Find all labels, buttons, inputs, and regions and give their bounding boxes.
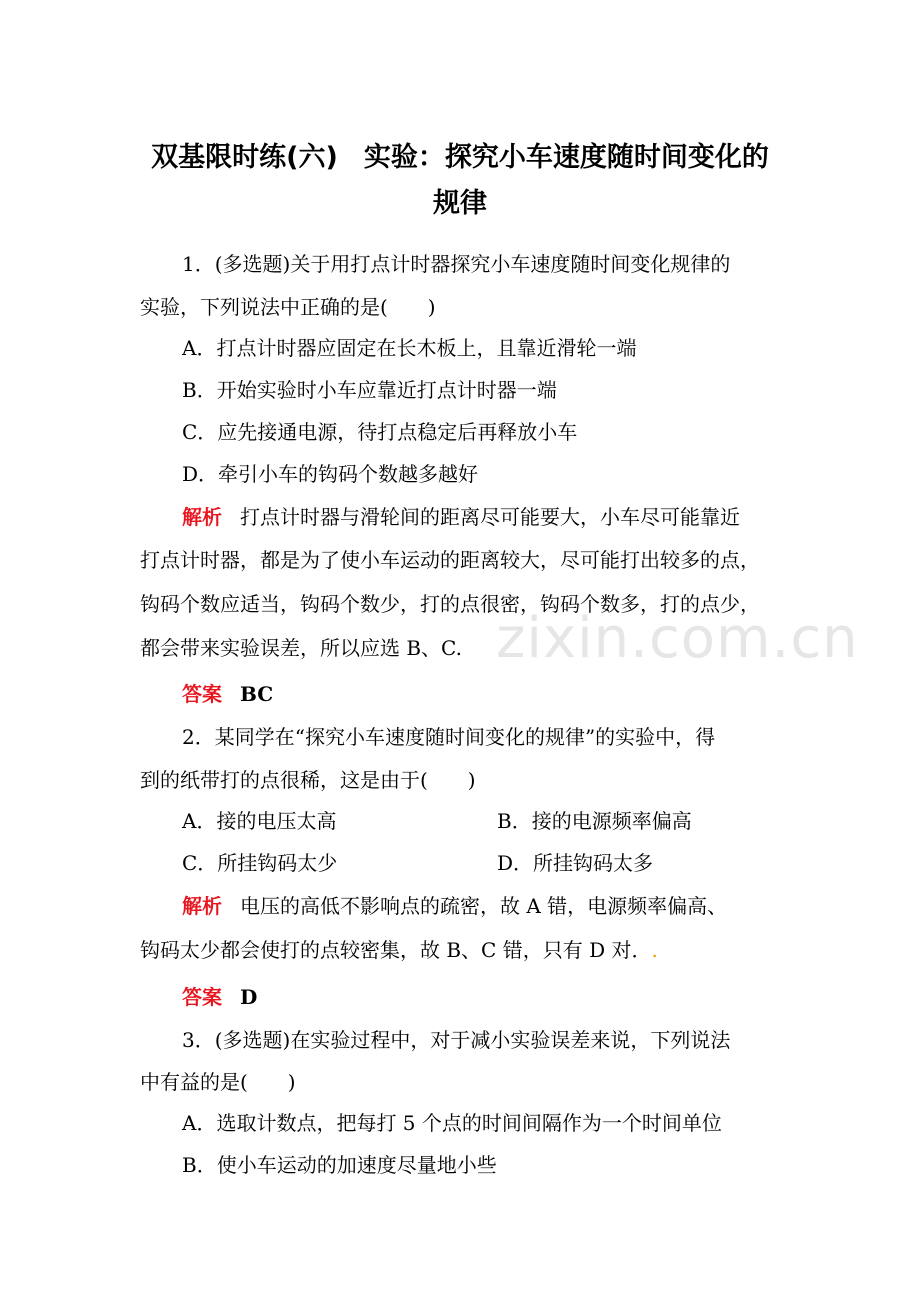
title-part2: 实验：探究小车速度随时间变化的 [363,142,769,173]
q2-analysis-text2: 钩码太少都会使打的点较密集，故 B、C 错，只有 D 对． [140,938,652,962]
q1-answer-value: BC [240,682,274,706]
q3-stem-line1: 3．(多选题)在实验过程中，对于减小实验误差来说，下列说法 [182,1028,731,1052]
page-title [140,141,780,175]
q2-analysis-text1: 电压的高低不影响点的疏密，故 A 错，电源频率偏高、 [240,894,728,918]
q1-stem-line1: 1．(多选题)关于用打点计时器探究小车速度随时间变化规律的 [182,252,731,276]
q1-answer-label: 答案 [182,682,222,706]
q2-option-d: D．所挂钩码太多 [497,851,654,875]
q2-answer [182,983,785,1011]
q2-analysis-label: 解析 [182,894,222,918]
q3-option-b: B．使小车运动的加速度尽量地小些 [182,1153,497,1177]
q1-analysis-line1 [182,503,785,531]
q1-analysis-line3: 钩码个数应适当，钩码个数少，打的点很密，钩码个数多，打的点少， [140,592,760,616]
q2-analysis-tail-dot: . [651,938,658,962]
q2-analysis-line2 [140,936,785,964]
q1-option-b: B．开始实验时小车应靠近打点计时器一端 [182,378,557,402]
q1-answer [182,680,785,708]
q1-analysis-line2: 打点计时器，都是为了使小车运动的距离较大，尽可能打出较多的点， [140,548,760,572]
watermark: zixin.com.cn [496,606,859,671]
q2-option-c: C．所挂钩码太少 [182,851,338,875]
q1-option-a: A．打点计时器应固定在长木板上，且靠近滑轮一端 [182,336,637,360]
q1-analysis-line4: 都会带来实验误差，所以应选 B、C. [140,636,463,660]
q2-option-b: B．接的电源频率偏高 [497,809,692,833]
q3-stem-line2: 中有益的是( ) [140,1070,296,1094]
q2-options-row2 [182,849,785,877]
q1-analysis-label: 解析 [182,505,222,529]
page-title-line2: 规律 [433,188,487,219]
q2-answer-label: 答案 [182,985,222,1009]
q2-analysis-line1 [182,892,785,920]
q1-option-d: D．牵引小车的钩码个数越多越好 [182,462,479,486]
q2-stem-line2: 到的纸带打的点很稀，这是由于( ) [140,768,476,792]
q2-option-a: A．接的电压太高 [182,809,337,833]
title-part1: 双基限时练(六) [151,142,338,173]
q3-option-a: A．选取计数点，把每打 5 个点的时间间隔作为一个时间单位 [182,1111,722,1135]
q1-analysis-text1: 打点计时器与滑轮间的距离尽可能要大，小车尽可能靠近 [240,505,740,529]
q2-stem-line1: 2．某同学在“探究小车速度随时间变化的规律”的实验中，得 [182,725,716,749]
q1-stem-line2: 实验，下列说法中正确的是( ) [140,295,436,319]
q2-answer-value: D [240,985,258,1009]
q1-option-c: C．应先接通电源，待打点稳定后再释放小车 [182,420,578,444]
q2-options-row1 [182,807,785,835]
